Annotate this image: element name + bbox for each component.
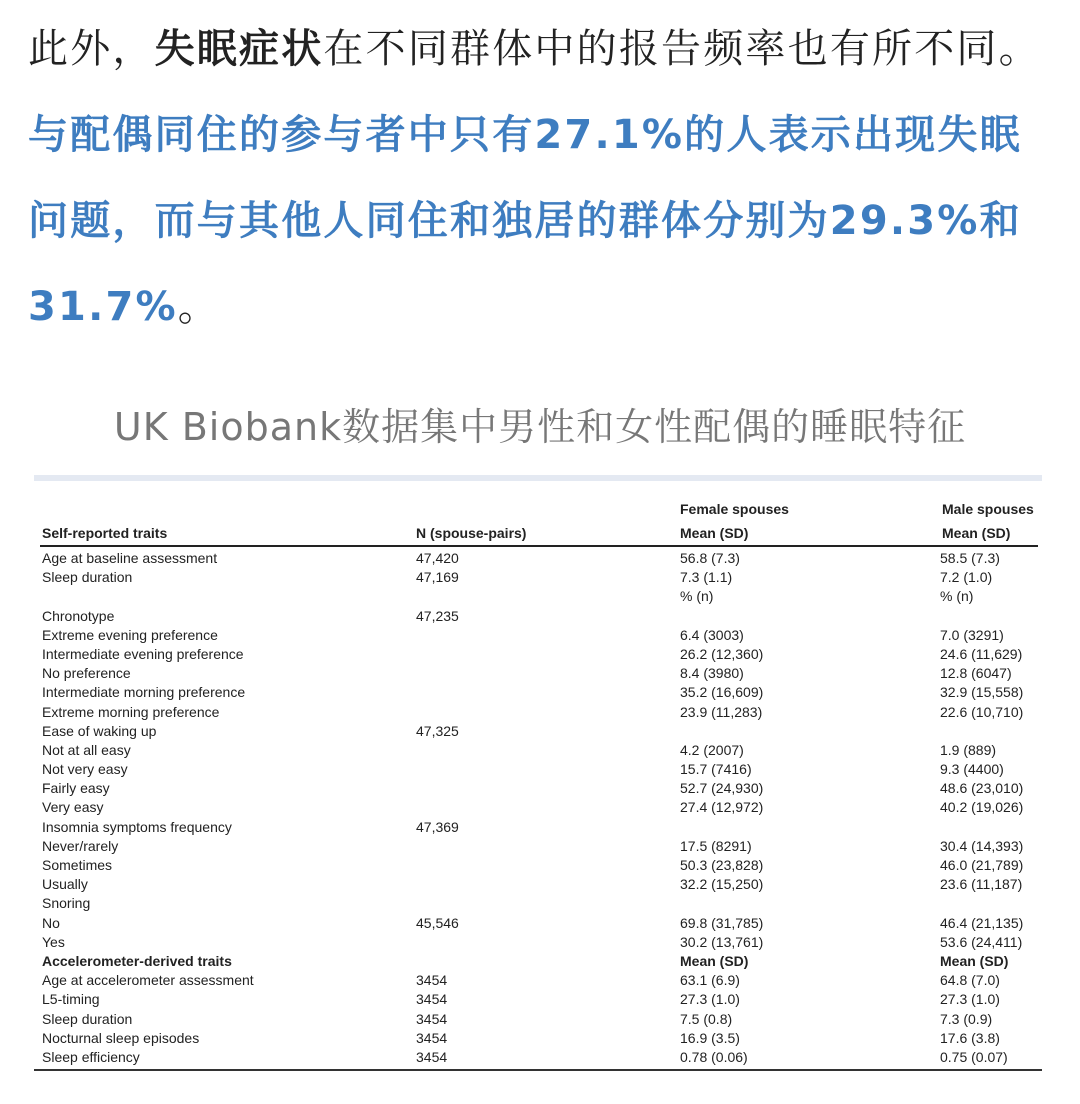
para-seg1: 此外， [28,26,155,72]
cell-female: % (n) [680,588,714,605]
table-row [34,990,1042,1009]
cell-female: 7.3 (1.1) [680,569,733,586]
header-male-mean: Mean (SD) [942,525,1011,541]
cell-male: 30.4 (14,393) [940,837,1024,854]
table-row [34,933,1042,952]
table-row [34,664,1042,683]
table-row [34,856,1042,875]
table-row [34,1048,1042,1067]
table-row [34,894,1042,913]
cell-male: 7.0 (3291) [940,626,1004,643]
cell-female: 23.9 (11,283) [680,703,763,720]
cell-male: 7.3 (0.9) [940,1010,993,1027]
cell-n: 3454 [416,991,448,1008]
table-row [34,1029,1042,1048]
cell-male: 17.6 (3.8) [940,1029,1000,1046]
cell-female: 7.5 (0.8) [680,1010,733,1027]
cell-female: 27.4 (12,972) [680,799,764,816]
cell-male: 23.6 (11,187) [940,876,1023,893]
cell-female: 16.9 (3.5) [680,1029,740,1046]
cell-female: 63.1 (6.9) [680,972,740,989]
table-row [34,952,1042,971]
cell-male: 48.6 (23,010) [940,780,1024,797]
cell-trait: Accelerometer-derived traits [42,952,232,969]
cell-male: % (n) [940,588,974,605]
cell-male: 9.3 (4400) [940,761,1004,778]
table-row [34,607,1042,626]
cell-female: 27.3 (1.0) [680,991,740,1008]
cell-female: Mean (SD) [680,952,749,969]
table-row [34,722,1042,741]
cell-trait: Nocturnal sleep episodes [42,1029,200,1046]
cell-trait: Sleep duration [42,569,133,586]
table-row [34,837,1042,856]
cell-trait: Sometimes [42,857,113,873]
cell-female: 35.2 (16,609) [680,684,764,701]
cell-trait: Ease of waking up [42,722,157,739]
cell-trait: Very easy [42,799,104,816]
cell-trait: L5-timing [42,991,100,1008]
cell-male: 58.5 (7.3) [940,550,1000,566]
cell-female: 56.8 (7.3) [680,550,740,566]
cell-male: 12.8 (6047) [940,665,1012,682]
cell-female: 0.78 (0.06) [680,1048,748,1065]
cell-trait: Intermediate morning preference [42,684,246,701]
cell-female: 30.2 (13,761) [680,933,764,950]
header-female-spouses: Female spouses [680,501,789,517]
table-row [34,1010,1042,1029]
table-body [34,549,1042,1067]
cell-trait: Sleep efficiency [42,1048,140,1065]
cell-n: 3454 [416,1048,448,1065]
cell-female: 17.5 (8291) [680,837,752,854]
table-row [34,971,1042,990]
cell-n: 47,420 [416,550,459,566]
table-row [34,760,1042,779]
cell-female: 8.4 (3980) [680,665,744,682]
para-blue-highlight: 与配偶同住的参与者中只有27.1%的人表示出现失眠问题，而与其他人同住和独居的群体分别为29.3%和31.7% [28,112,1022,330]
table-row [34,914,1042,933]
cell-n: 3454 [416,1029,448,1046]
table-row [34,683,1042,702]
cell-female: 4.2 (2007) [680,741,744,758]
table-row [34,779,1042,798]
cell-male: 27.3 (1.0) [940,991,1000,1008]
cell-female: 6.4 (3003) [680,626,744,643]
cell-female: 50.3 (23,828) [680,857,764,873]
cell-male: 40.2 (19,026) [940,799,1024,816]
cell-female: 52.7 (24,930) [680,780,764,797]
cell-n: 47,369 [416,818,459,835]
cell-trait: Chronotype [42,607,115,624]
cell-n: 3454 [416,1010,448,1027]
header-male-spouses: Male spouses [942,501,1034,517]
table-row [34,741,1042,760]
header-female-mean: Mean (SD) [680,525,749,541]
cell-trait: Extreme evening preference [42,626,218,643]
table-row [34,645,1042,664]
cell-trait: Not at all easy [42,741,131,758]
cell-trait: Never/rarely [42,837,119,854]
cell-male: 53.6 (24,411) [940,933,1023,950]
table-row [34,549,1042,568]
table-caption: UK Biobank数据集中男性和女性配偶的睡眠特征 [113,405,967,449]
cell-trait: No [42,914,60,931]
cell-male: 64.8 (7.0) [940,972,1000,989]
sleep-traits-table [34,475,1042,1071]
table-row [34,568,1042,587]
cell-trait: Extreme morning preference [42,703,220,720]
cell-n: 47,325 [416,722,459,739]
cell-female: 26.2 (12,360) [680,645,764,662]
header-n-pairs: N (spouse-pairs) [416,525,527,541]
cell-n: 3454 [416,972,448,989]
para-highlight-insomnia: 失眠症状 [154,26,324,72]
header-self-reported: Self-reported traits [42,525,168,541]
table-row [34,626,1042,645]
intro-paragraph [28,6,1058,350]
cell-trait: Intermediate evening preference [42,645,244,662]
cell-trait: Fairly easy [42,780,110,797]
cell-male: 24.6 (11,629) [940,645,1023,662]
cell-trait: Usually [42,876,88,893]
cell-male: 0.75 (0.07) [940,1048,1008,1065]
cell-trait: Insomnia symptoms frequency [42,818,232,835]
cell-female: 15.7 (7416) [680,761,752,778]
cell-trait: Age at accelerometer assessment [42,972,254,989]
cell-trait: Yes [42,933,65,950]
table-row [34,818,1042,837]
cell-trait: Snoring [42,895,91,912]
para-seg5: 。 [177,284,220,330]
cell-trait: Not very easy [42,761,128,778]
table-row [34,798,1042,817]
cell-trait: Sleep duration [42,1010,133,1027]
cell-male: 1.9 (889) [940,741,997,758]
cell-male: 32.9 (15,558) [940,684,1024,701]
cell-n: 45,546 [416,914,459,931]
cell-male: 7.2 (1.0) [940,569,993,586]
table-row [34,875,1042,894]
cell-male: 46.4 (21,135) [940,914,1024,931]
cell-trait: Age at baseline assessment [42,550,218,566]
cell-male: 46.0 (21,789) [940,857,1024,873]
table-header [40,497,1038,547]
cell-n: 47,169 [416,569,459,586]
cell-trait: No preference [42,665,131,682]
table-row [34,703,1042,722]
cell-n: 47,235 [416,607,459,624]
cell-female: 32.2 (15,250) [680,876,764,893]
table-row [34,587,1042,606]
cell-male: Mean (SD) [940,952,1009,969]
cell-male: 22.6 (10,710) [940,703,1024,720]
para-seg3: 在不同群体中的报告频率也有所不同。 [323,26,1041,72]
cell-female: 69.8 (31,785) [680,914,764,931]
